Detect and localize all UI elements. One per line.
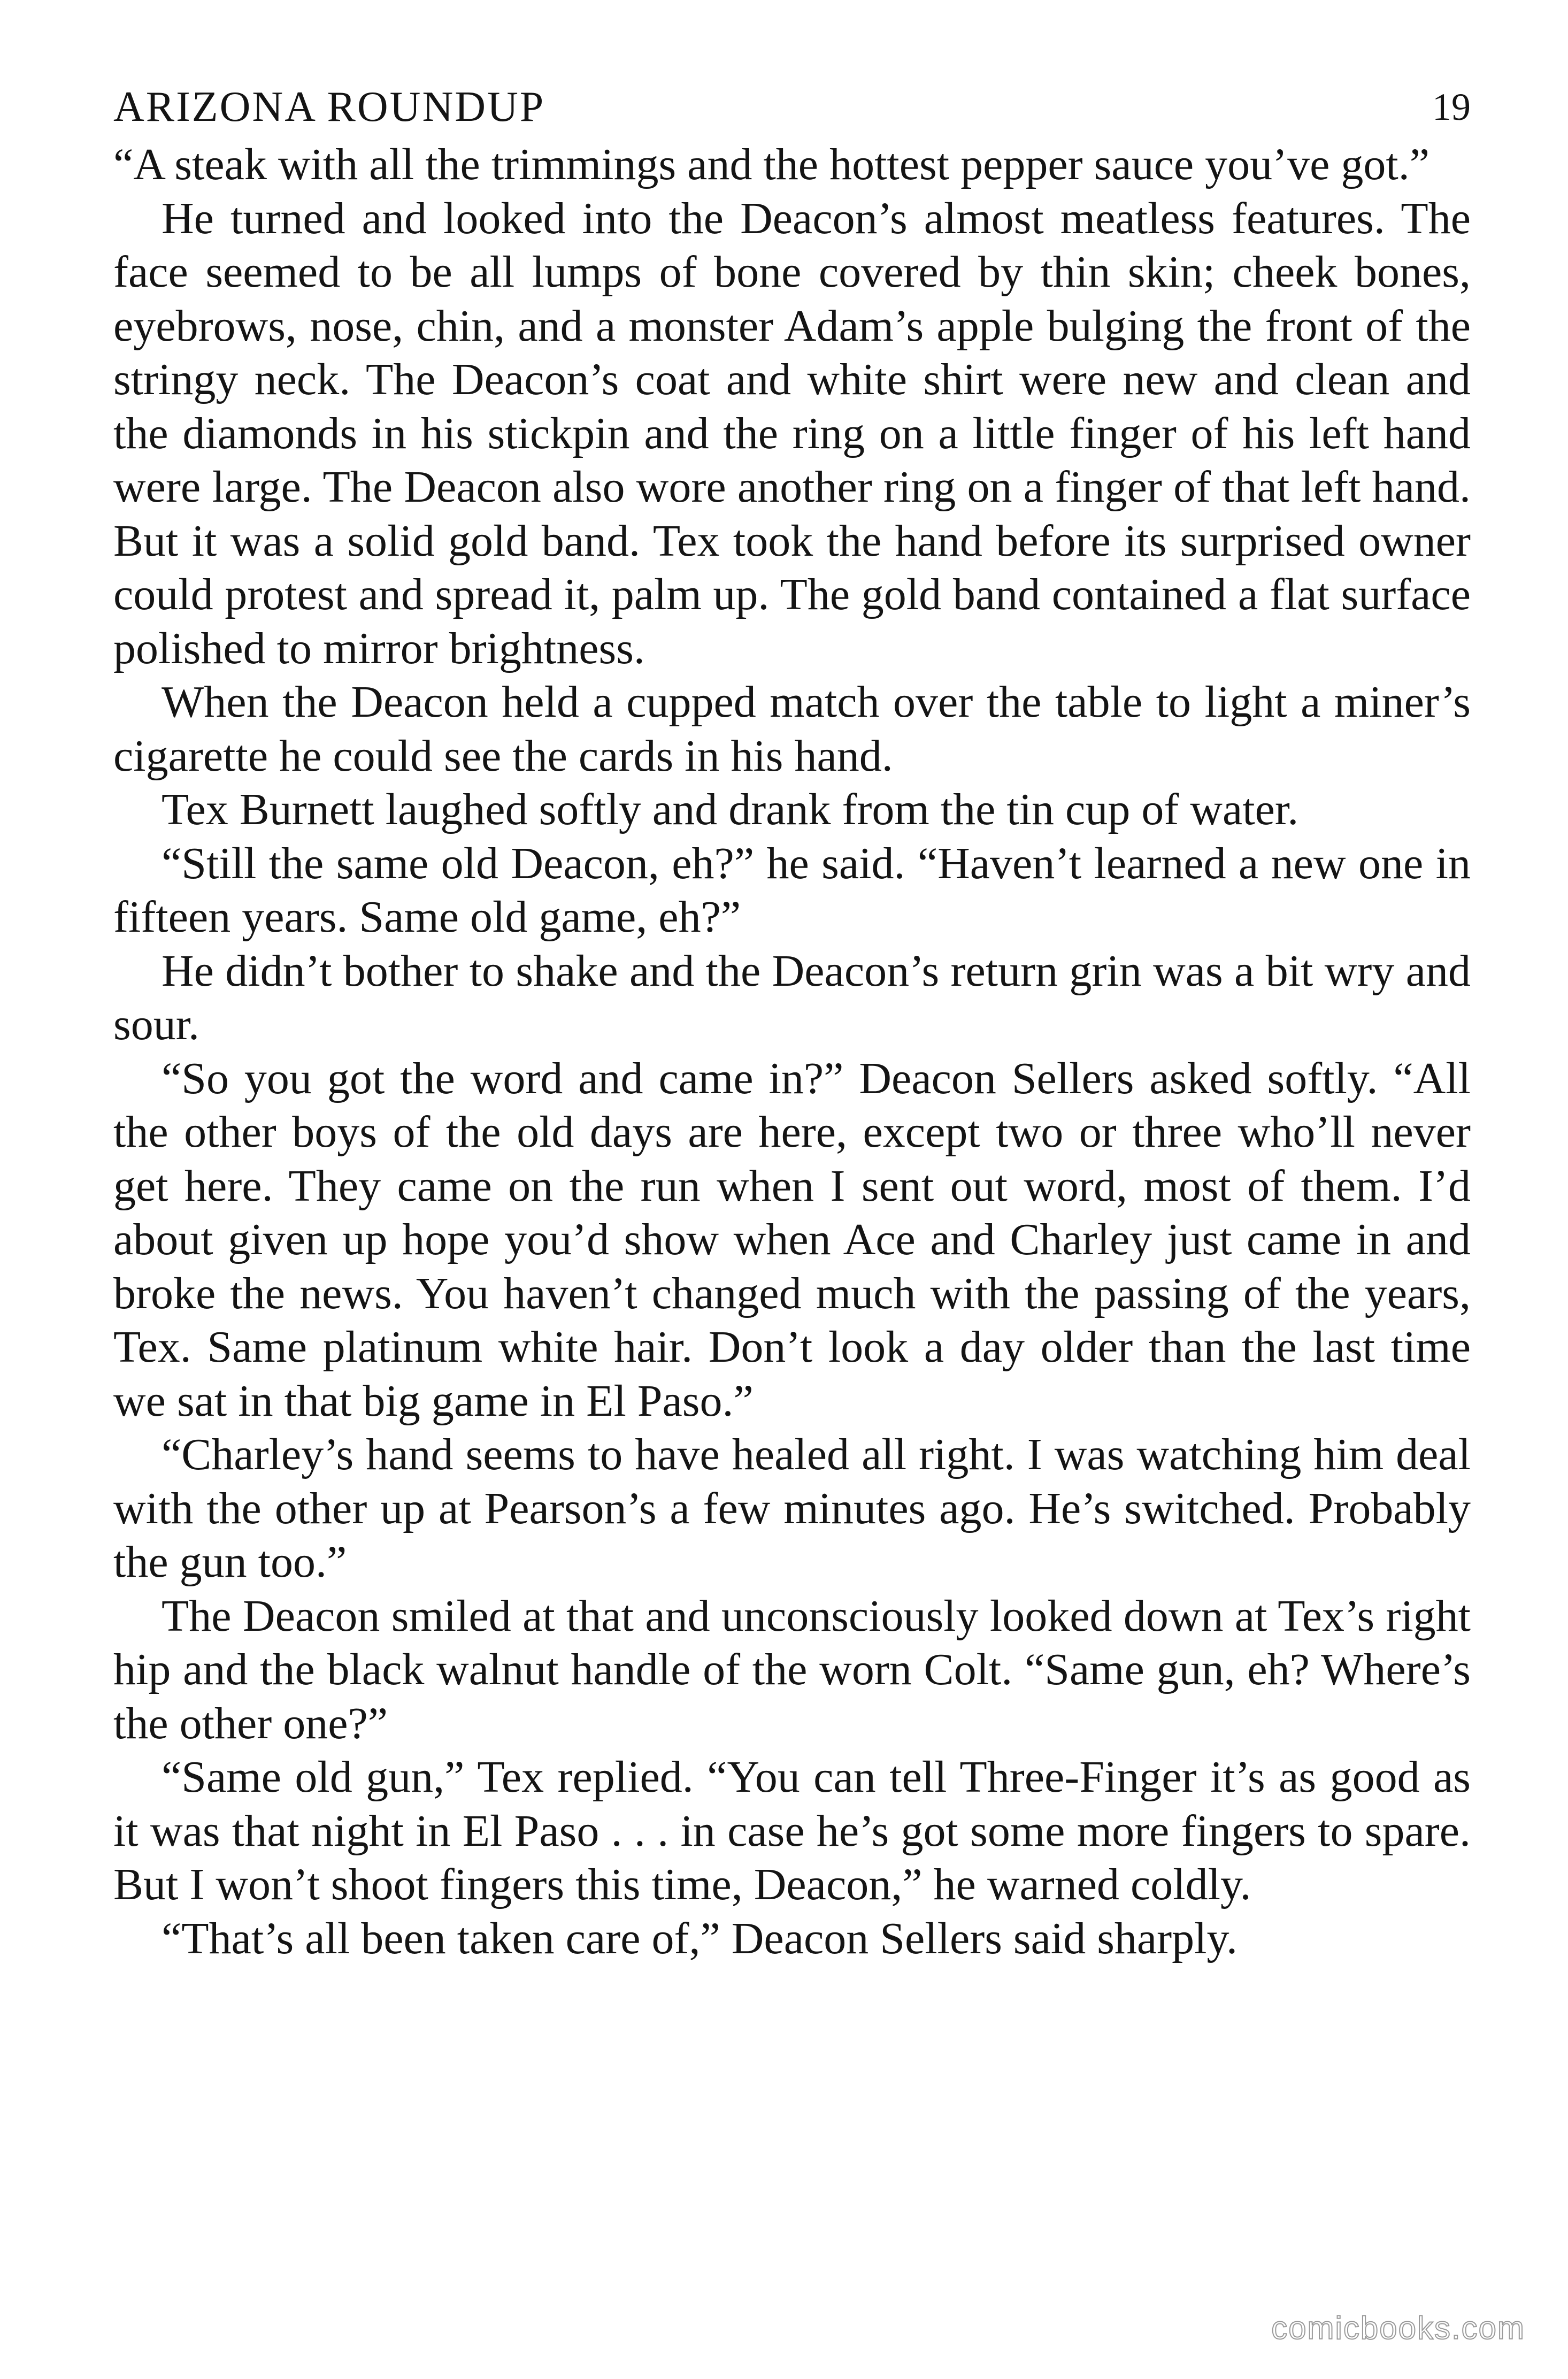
paragraph: “So you got the word and came in?” Deacon Sellers asked softly. “All the other boys of the old days are here, except two or three who’ll never get here. They came on the run when I sent out word, most of them. I’d about given up hope you’d show when Ace and Charley just came in and broke the news. You haven’t changed much with the passing of the years, Tex. Same platinum white hair. Don’t look a day older than the last time we sat in that big game in El Paso.”	[113, 1053, 1471, 1426]
paragraph: “That’s all been taken care of,” Deacon Sellers said sharply.	[162, 1913, 1238, 1963]
page-number: 19	[1432, 86, 1471, 128]
paragraph: “Same old gun,” Tex replied. “You can tell Three-Finger it’s as good as it was that night in El Paso . . . in case he’s got some more fingers to spare. But I won’t shoot fingers this time, Deacon,” he warned coldly.	[113, 1752, 1471, 1909]
watermark: comicbooks.com	[1271, 2310, 1525, 2346]
paragraph: “A steak with all the trimmings and the hottest pepper sauce you’ve got.”	[113, 140, 1430, 189]
book-page	[113, 80, 1471, 2300]
paragraph: The Deacon smiled at that and unconsciously looked down at Tex’s right hip and the black walnut handle of the worn Colt. “Same gun, eh? Where’s the other one?”	[113, 1591, 1471, 1748]
paragraph: Tex Burnett laughed softly and drank from the tin cup of water.	[162, 785, 1299, 834]
paragraph: “Still the same old Deacon, eh?” he said. “Haven’t learned a new one in fifteen years. Same old game, eh?”	[113, 838, 1471, 942]
paragraph: When the Deacon held a cupped match over the table to light a miner’s cigarette he could see the cards in his hand.	[113, 677, 1471, 781]
running-head	[113, 80, 1471, 134]
paragraph: He turned and looked into the Deacon’s almost meatless features. The face seemed to be all lumps of bone covered by thin skin; cheek bones, eyebrows, nose, chin, and a monster Adam’s apple bulging the front of the stringy neck. The Deacon’s coat and white shirt were new and clean and the diamonds in his stickpin and the ring on a little finger of his left hand were large. The Deacon also wore another ring on a finger of that left hand. But it was a solid gold band. Tex took the hand before its surprised owner could protest and spread it, palm up. The gold band contained a flat surface polished to mirror brightness.	[113, 193, 1471, 673]
paragraph: “Charley’s hand seems to have healed all right. I was watching him deal with the other up at Pearson’s a few minutes ago. He’s switched. Probably the gun too.”	[113, 1430, 1471, 1587]
running-title: ARIZONA ROUNDUP	[113, 83, 545, 131]
body-text	[113, 138, 1471, 1966]
paragraph: He didn’t bother to shake and the Deacon’s return grin was a bit wry and sour.	[113, 946, 1471, 1049]
